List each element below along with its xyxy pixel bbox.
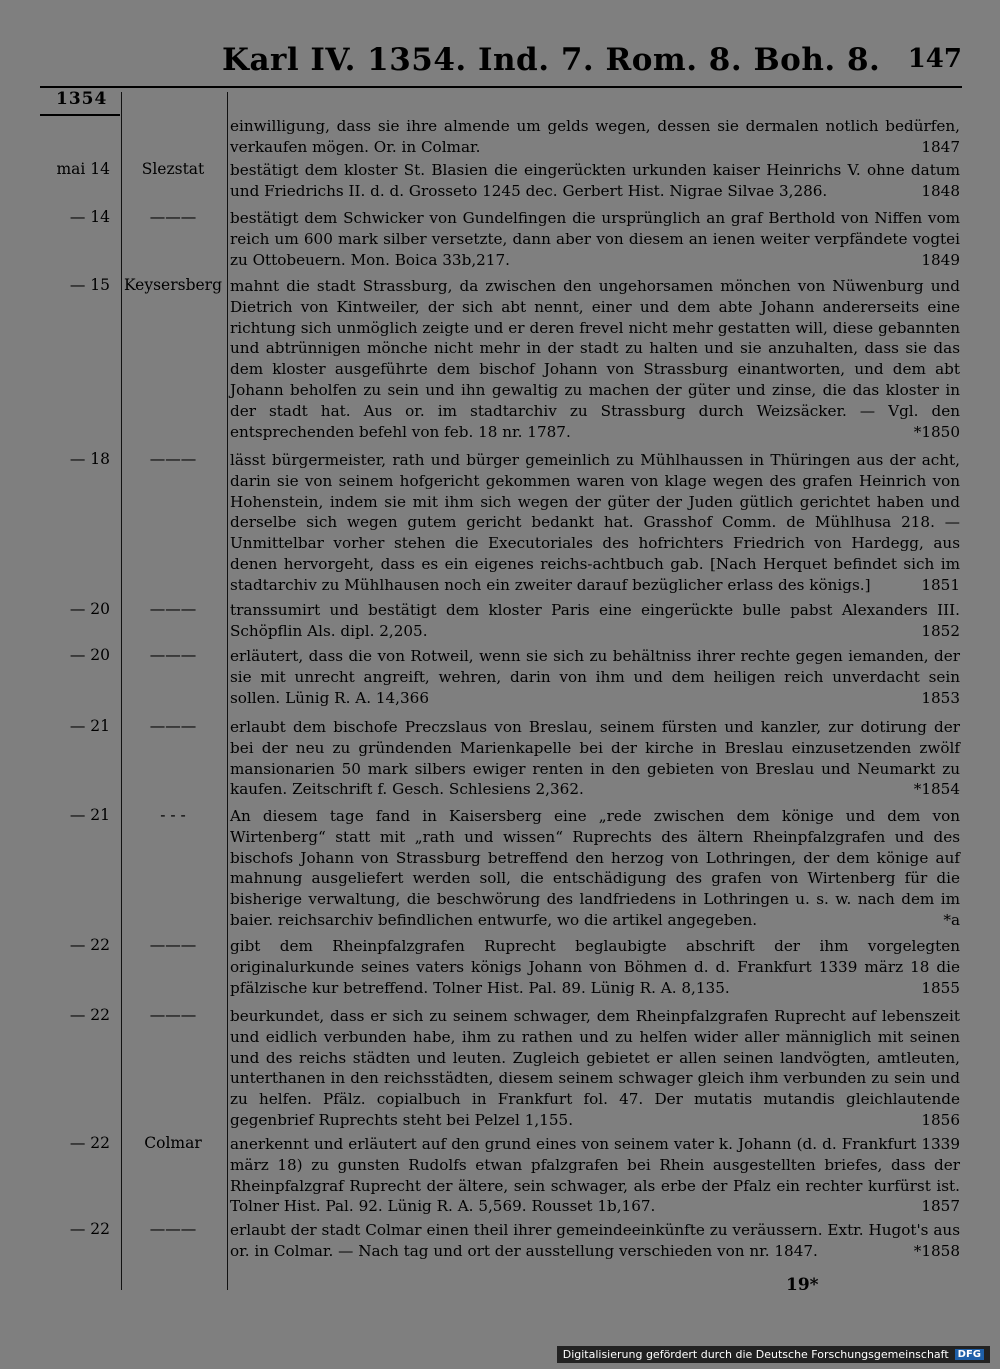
entry-date: — 22: [69, 1006, 110, 1024]
entry-body: erlaubt der stadt Colmar einen theil ihrer gemeindeeinkünfte zu veräussern. Extr. Hugot's aus or. in Colmar. — Nach tag und ort der ausstellung verschieden von nr. 1847.: [230, 1221, 960, 1260]
entry-place: Colmar: [144, 1134, 202, 1152]
entry-date: — 21: [69, 717, 110, 735]
entry-text: [230, 646, 960, 708]
entry-body: beurkundet, dass er sich zu seinem schwager, dem Rheinpfalzgrafen Ruprecht auf lebenszeit und eidlich verbunden habe, ihm zu rathen und zu helfen wider aller männiglich mit seinen und des reichs städten und leuten. Zugleich gebietet er allen seinen landvögten, amtleuten, unterthanen in den reichsstädten, diesem seinem schwager gleich ihm verbunden zu sein und zu helfen. Pfälz. copialbuch in Frankfurt fol. 47. Der mutatis mutandis gleichlautende gegenbrief Ruprechts steht bei Pelzel 1,155.: [230, 1007, 960, 1129]
year-label: 1354: [56, 89, 108, 109]
entry-number: *1854: [913, 780, 960, 799]
entry-number: *1850: [913, 422, 960, 441]
dfg-logo: DFG: [955, 1349, 984, 1360]
page-header: [0, 40, 1000, 80]
entry-text: [230, 160, 960, 202]
digitization-footer: [557, 1346, 990, 1363]
entry-place: ———: [149, 1006, 197, 1024]
entry-place: ———: [149, 717, 197, 735]
entry-body: An diesem tage fand in Kaisersberg eine „rede zwischen dem könige und dem von Wirtenberg“ statt mit „rath und wissen“ Ruprechts des ältern Rheinpfalzgrafen und des bischofs Johann von Strassburg betreffend den herzog von Lothringen, der dem könige auf mahnung ausgeliefert werden soll, die entschädigung des grafen von Wirtenberg für die bisherige verwaltung, die beschwörung des landfriedens in Lothringen u. s. w. nach dem im baier. reichsarchiv befindlichen entwurfe, wo die artikel angegeben.: [230, 807, 960, 929]
entry-text: [230, 116, 960, 158]
column-divider-place: [227, 92, 228, 1290]
entry-place: ———: [149, 936, 197, 954]
entry-text: [230, 208, 960, 270]
entry-body: bestätigt dem kloster St. Blasien die eingerückten urkunden kaiser Heinrichs V. ohne datum und Friedrichs II. d. d. Grosseto 1245 dec. Gerbert Hist. Nigrae Silvae 3,286.: [230, 161, 960, 200]
entry-text: [230, 936, 960, 998]
entry-date: — 22: [69, 936, 110, 954]
entry-place: ———: [149, 450, 197, 468]
entry-date: — 22: [69, 1220, 110, 1238]
entry-number: 1856: [921, 1110, 960, 1129]
entry-number: 1851: [921, 575, 960, 594]
column-divider-date: [121, 92, 122, 1290]
entry-body: erläutert, dass die von Rotweil, wenn sie sich zu behältniss ihrer rechte gegen iemanden, der sie mit unrecht angreift, wehren, darin von ihm und dem heiligen reich unverdacht sein sollen. Lünig R. A. 14,366: [230, 647, 960, 707]
entry-date: — 21: [69, 806, 110, 824]
entry-body: mahnt die stadt Strassburg, da zwischen den ungehorsamen mönchen von Nüwenburg und Dietrich von Kintweiler, der sich abt nennt, einer und dem abte Johann andererseits eine richtung sich unmöglich zeigte und er deren frevel nicht mehr gestatten will, diese gebannten und abtrünnigen mönche nicht mehr in der stadt zu halten und sie anzuhalten, dass sie das dem kloster ausgeführte dem bischof Johann von Strassburg einantworten, und dem abt Johann beholfen zu sein und ihn gewaltig zu machen der güter und zinse, die das kloster in der stadt hat. Aus or. im stadtarchiv zu Strassburg durch Weizsäcker. — Vgl. den entsprechenden befehl von feb. 18 nr. 1787.: [230, 277, 960, 441]
year-rule: [40, 114, 120, 116]
entry-number: 1857: [921, 1197, 960, 1216]
entry-date: — 15: [69, 276, 110, 294]
entry-date: — 18: [69, 450, 110, 468]
entry-text: [230, 1006, 960, 1131]
entry-number: 1852: [921, 621, 960, 640]
signature-mark: 19*: [786, 1275, 819, 1295]
entry-number: 1847: [921, 137, 960, 156]
entry-body: anerkennt und erläutert auf den grund eines von seinem vater k. Johann (d. d. Frankfurt 1339 märz 18) zu gunsten Rudolfs etwan pfalzgrafen bei Rhein ausgestellten briefes, dass der Rheinpfalzgraf Ruprecht der ältere, sein schwager, als erbe der Pfalz ein rechter kurfürst ist. Tolner Hist. Pal. 92. Lünig R. A. 5,569. Rousset 1b,167.: [230, 1135, 960, 1216]
entry-place: ———: [149, 1220, 197, 1238]
entry-place: Slezstat: [141, 160, 205, 178]
entry-place: ———: [149, 646, 197, 664]
entry-number: 1853: [921, 688, 960, 707]
entry-number: 1855: [921, 978, 960, 997]
entry-date: — 20: [69, 646, 110, 664]
running-title: Karl IV. 1354. Ind. 7. Rom. 8. Boh. 8.: [222, 42, 881, 78]
entry-number: 1848: [921, 181, 960, 200]
page-number: 147: [907, 44, 962, 74]
entry-number: 1849: [921, 250, 960, 269]
entry-body: lässt bürgermeister, rath und bürger gemeinlich zu Mühlhaussen in Thüringen aus der acht, darin sie von seinem hofgericht gekommen waren von klage wegen des grafen Heinrich von Hohenstein, indem sie mit ihm sich wegen der güter der Juden gütlich gerichtet haben und derselbe sich wegen gutem gericht bedankt hat. Grasshof Comm. de Mühlhusa 218. — Unmittelbar vorher stehen die Executoriales des hofrichters Friedrich von Hardegg, aus denen hervorgeht, dass es ein eigenes reichs-achtbuch gab. [Nach Herquet befindet sich im stadtarchiv zu Mühlhausen noch ein zweiter darauf bezüglicher erlass des königs.]: [230, 451, 960, 594]
entry-text: [230, 276, 960, 442]
entry-body: bestätigt dem Schwicker von Gundelfingen die ursprünglich an graf Berthold von Niffen vom reich um 600 mark silber versetzte, dann aber von diesem an ienen weiter verpfändete vogtei zu Ottobeuern. Mon. Boica 33b,217.: [230, 209, 960, 269]
entry-place: ———: [149, 600, 197, 618]
entry-number: *a: [943, 910, 960, 929]
entry-place: Keysersberg: [124, 276, 223, 294]
footer-text: Digitalisierung gefördert durch die Deutsche Forschungsgemeinschaft: [562, 1348, 949, 1361]
entry-date: — 20: [69, 600, 110, 618]
entry-text: [230, 806, 960, 931]
entry-text: [230, 450, 960, 596]
entry-body: transsumirt und bestätigt dem kloster Paris eine eingerückte bulle pabst Alexanders III. Schöpflin Als. dipl. 2,205.: [230, 601, 960, 640]
entry-body: einwilligung, dass sie ihre almende um gelds wegen, dessen sie dermalen notlich bedürfen, verkaufen mögen. Or. in Colmar.: [230, 117, 960, 156]
entry-body: erlaubt dem bischofe Preczslaus von Breslau, seinem fürsten und kanzler, zur dotirung der bei der neu zu gründenden Marienkapelle bei der kirche in Breslau einzusetzenden zwölf mansionarien 50 mark silbers ewiger renten in den gebieten von Breslau und Neumarkt zu kaufen. Zeitschrift f. Gesch. Schlesiens 2,362.: [230, 718, 960, 799]
entry-date: — 14: [69, 208, 110, 226]
entry-place: ———: [149, 208, 197, 226]
entry-text: [230, 717, 960, 800]
entry-date: mai 14: [56, 160, 110, 178]
header-rule: [40, 86, 962, 88]
entry-body: gibt dem Rheinpfalzgrafen Ruprecht beglaubigte abschrift der ihm vorgelegten originalurkunde seines vaters königs Johann von Böhmen d. d. Frankfurt 1339 märz 18 die pfälzische kur betreffend. Tolner Hist. Pal. 89. Lünig R. A. 8,135.: [230, 937, 960, 997]
entry-date: — 22: [69, 1134, 110, 1152]
entry-text: [230, 1220, 960, 1262]
entry-place: - - -: [160, 806, 186, 824]
entry-number: *1858: [913, 1241, 960, 1260]
entry-text: [230, 1134, 960, 1217]
entry-text: [230, 600, 960, 642]
